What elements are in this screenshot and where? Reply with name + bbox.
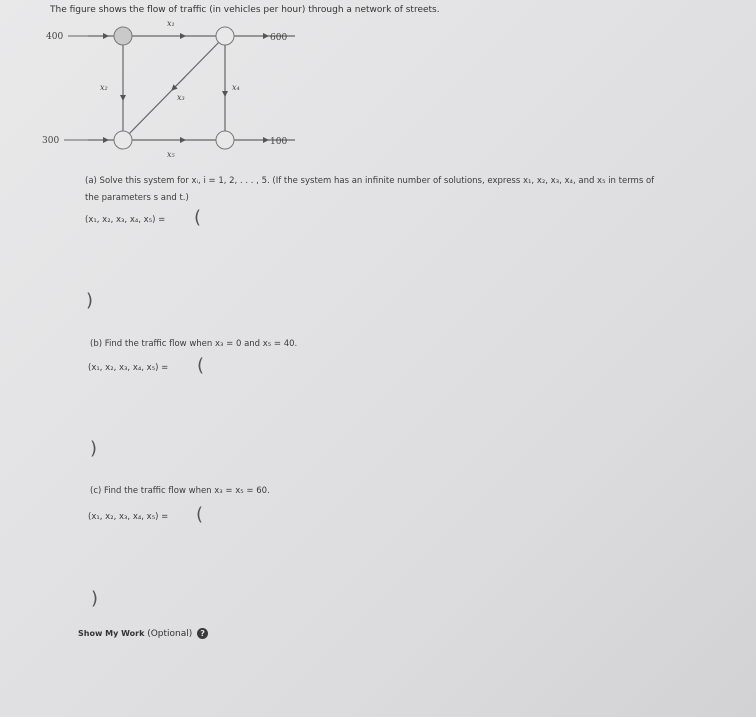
part-a-answer-box[interactable] (200, 212, 620, 282)
part-b-question: (b) Find the traffic flow when x₃ = 0 and x₅ = 40. (90, 339, 298, 349)
traffic-network-diagram (40, 14, 340, 174)
part-c-question: (c) Find the traffic flow when x₃ = x₅ = 60. (90, 486, 270, 496)
show-my-work-label: Show My Work (78, 629, 145, 638)
part-b-close-paren: ) (90, 438, 98, 459)
show-my-work-optional: (Optional) (147, 629, 193, 639)
part-a-tuple-label: (x₁, x₂, x₃, x₄, x₅) = (85, 215, 166, 225)
part-a-question (85, 176, 654, 186)
part-b-tuple-label: (x₁, x₂, x₃, x₄, x₅) = (88, 363, 169, 373)
part-c-tuple-label: (x₁, x₂, x₃, x₄, x₅) = (88, 512, 169, 522)
help-icon[interactable]: ? (197, 628, 208, 639)
label-x2: x₂ (100, 83, 108, 92)
problem-intro: The figure shows the flow of traffic (in vehicles per hour) through a network of streets. (50, 5, 440, 15)
part-a-line1: (a) Solve this system for xᵢ, i = 1, 2, . . . , 5. (If the system has an infinite number of solutions, express x₁, x₂, x₃, x₄, and x₅ in terms of (85, 176, 655, 186)
part-a-question-line2 (85, 193, 189, 203)
part-b-open-paren: ( (197, 355, 205, 376)
label-in-400: 400 (46, 32, 64, 42)
label-out-600: 600 (270, 33, 288, 43)
part-c-close-paren: ) (91, 588, 99, 609)
label-out-100: 100 (270, 137, 288, 147)
part-c-open-paren: ( (196, 504, 204, 525)
label-x3: x₃ (177, 93, 185, 102)
label-x5: x₅ (167, 150, 175, 159)
part-c-answer-box[interactable] (204, 509, 624, 579)
node-top-right (216, 27, 234, 45)
label-in-300: 300 (42, 136, 60, 146)
node-top-left (114, 27, 132, 45)
part-a-open-paren: ( (194, 207, 202, 228)
part-a-close-paren: ) (86, 290, 94, 311)
node-bottom-right (216, 131, 234, 149)
part-b-answer-box[interactable] (204, 360, 624, 430)
label-x4: x₄ (232, 83, 240, 92)
show-my-work[interactable] (78, 628, 208, 639)
label-x1: x₁ (167, 19, 175, 28)
part-a-line2: the parameters s and t.) (85, 193, 189, 203)
node-bottom-left (114, 131, 132, 149)
